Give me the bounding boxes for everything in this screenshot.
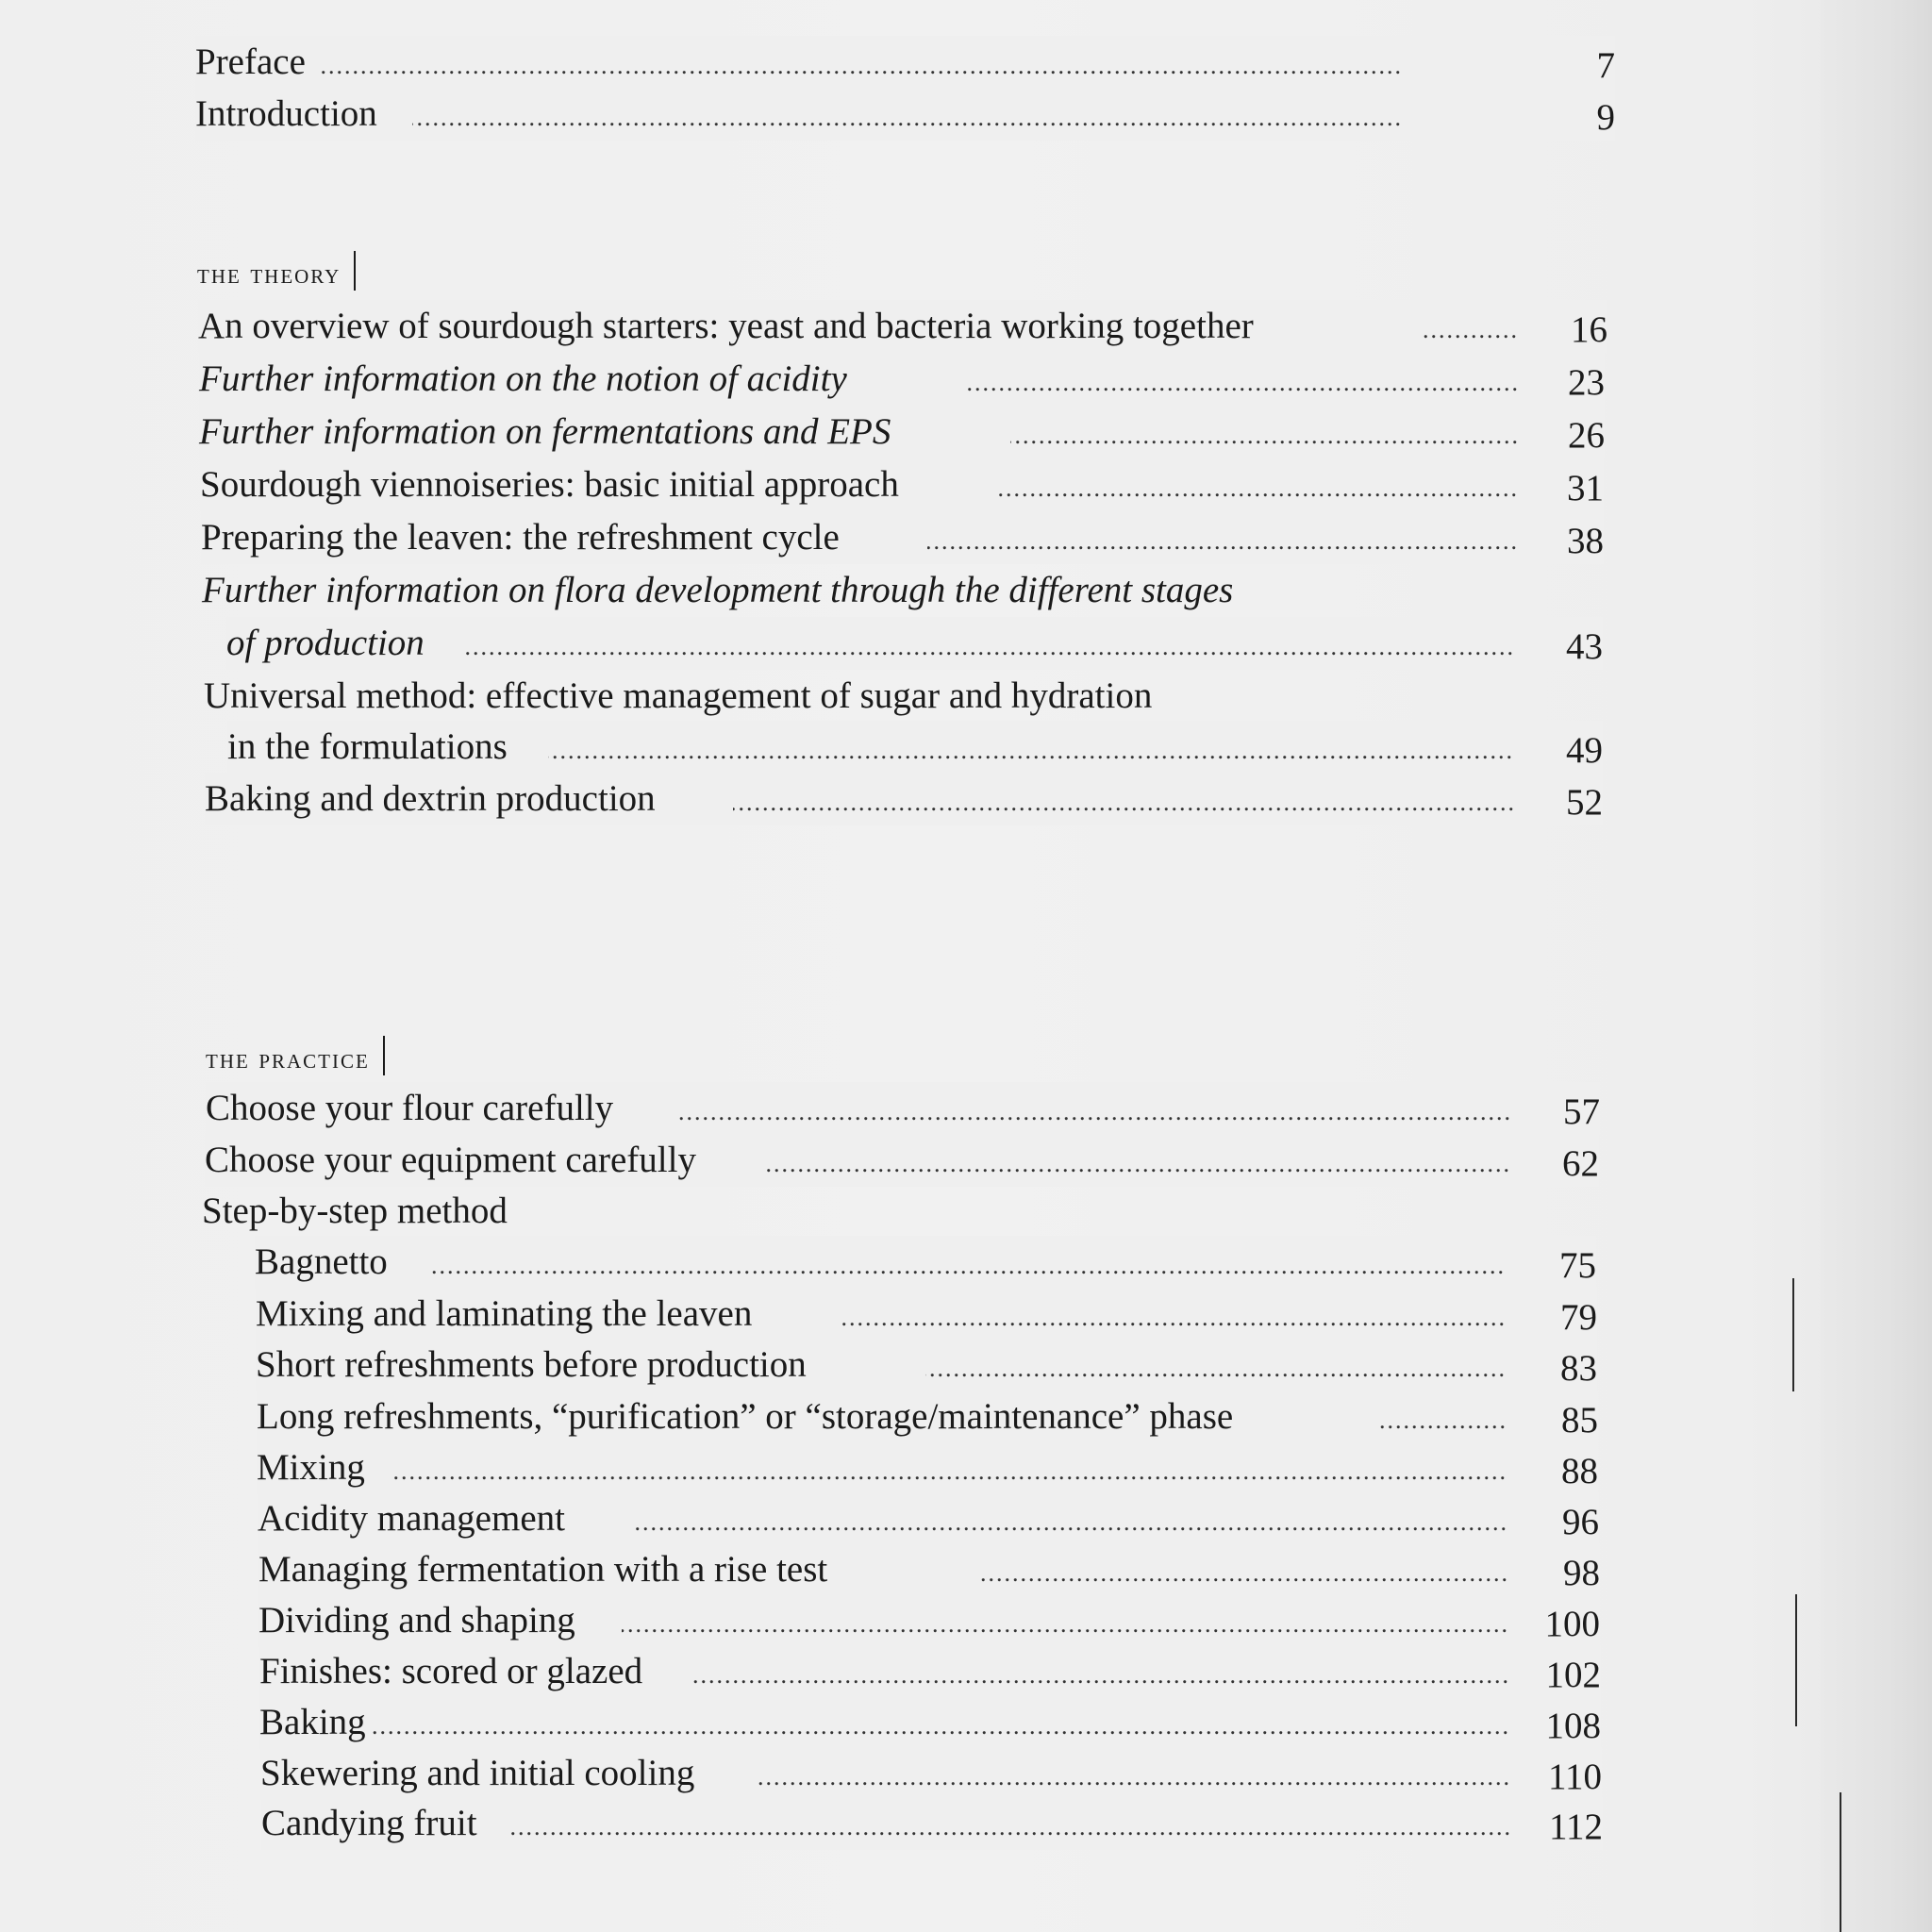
toc-page-number: 26	[1568, 415, 1605, 456]
toc-page-number: 85	[1561, 1400, 1598, 1441]
toc-entry-title: Skewering and initial cooling	[260, 1747, 694, 1800]
toc-subheading: Step-by-step method	[202, 1191, 508, 1231]
toc-entry-title: Candying fruit	[261, 1797, 477, 1850]
toc-entry-title: Acidity management	[258, 1492, 565, 1545]
toc-entry-title: Further information on fermentations and EPS	[199, 406, 891, 458]
toc-entry	[199, 406, 1605, 458]
leader-dots	[318, 36, 1403, 89]
toc-page-number: 88	[1561, 1451, 1598, 1491]
toc-page-number: 98	[1563, 1553, 1600, 1593]
leader-dots	[1420, 300, 1519, 353]
toc-step-entry	[258, 1543, 1600, 1596]
toc-entry	[200, 458, 1604, 511]
section-heading-label: the theory	[197, 258, 341, 290]
toc-page-number: 102	[1545, 1655, 1601, 1695]
leader-dots	[927, 511, 1519, 564]
leader-dots	[693, 1645, 1510, 1698]
toc-page-number: 112	[1548, 1807, 1603, 1847]
toc-step-entry	[255, 1236, 1596, 1289]
toc-page-number: 43	[1566, 626, 1603, 667]
page-edge-line	[1795, 1594, 1797, 1726]
toc-entry-title: Mixing and laminating the leaven	[256, 1288, 752, 1341]
toc-entry-title: Managing fermentation with a rise test	[258, 1543, 827, 1596]
toc-page-number: 16	[1571, 309, 1607, 350]
leader-dots	[1010, 406, 1520, 458]
toc-entry-title: Introduction	[195, 88, 377, 141]
leader-dots	[1379, 1391, 1507, 1443]
toc-entry-title-line1: Further information on flora development through the different stages	[202, 570, 1234, 610]
toc-entry	[227, 721, 1603, 774]
toc-entry-title: Long refreshments, “purification” or “storage/maintenance” phase	[257, 1391, 1233, 1443]
leader-dots	[733, 773, 1516, 825]
toc-step-entry	[257, 1391, 1598, 1443]
leader-dots	[548, 721, 1514, 774]
toc-entry-preface	[195, 36, 1615, 89]
heading-bar	[354, 251, 356, 291]
toc-entry	[205, 1134, 1599, 1187]
toc-page-number: 52	[1566, 782, 1603, 823]
leader-dots	[511, 1797, 1512, 1850]
toc-page-number: 62	[1562, 1143, 1599, 1184]
toc-entry	[205, 773, 1603, 825]
toc-entry-title: Preparing the leaven: the refreshment cycle	[201, 511, 840, 564]
toc-step-entry	[261, 1797, 1603, 1850]
toc-step-entry	[256, 1339, 1597, 1391]
toc-page-number: 96	[1562, 1502, 1599, 1542]
toc-entry-title-line1: Universal method: effective management of sugar and hydration	[204, 675, 1153, 716]
toc-step-entry	[258, 1594, 1600, 1647]
toc-page-number: 79	[1560, 1297, 1597, 1338]
toc-page-number: 38	[1567, 521, 1604, 561]
leader-dots	[766, 1134, 1511, 1187]
toc-entry-title: Mixing	[257, 1441, 365, 1494]
toc-entry-title: Bagnetto	[255, 1236, 388, 1289]
toc-entry-title: Choose your flour carefully	[206, 1082, 613, 1135]
toc-page-number: 108	[1545, 1706, 1601, 1746]
toc-entry	[206, 1082, 1600, 1135]
toc-entry-title: Baking and dextrin production	[205, 773, 656, 825]
leader-dots	[412, 88, 1403, 141]
leader-dots	[462, 617, 1515, 670]
leader-dots	[756, 1747, 1511, 1800]
toc-step-entry	[259, 1645, 1601, 1698]
page-edge-line	[1792, 1278, 1794, 1391]
section-heading-theory	[197, 251, 356, 291]
toc-page-number: 83	[1560, 1348, 1597, 1389]
toc-entry-title: Short refreshments before production	[256, 1339, 807, 1391]
toc-entry-title: Choose your equipment carefully	[205, 1134, 696, 1187]
toc-page-number: 75	[1559, 1245, 1596, 1286]
toc-step-entry	[257, 1441, 1598, 1494]
leader-dots	[677, 1082, 1512, 1135]
leader-dots	[925, 1339, 1507, 1391]
page-edge	[1821, 0, 1932, 1932]
leader-dots	[393, 1441, 1507, 1494]
toc-entry-title: Further information on the notion of acidity	[199, 353, 847, 406]
toc-entry-title: Baking	[259, 1696, 366, 1749]
toc-step-entry	[259, 1696, 1601, 1749]
toc-entry	[199, 353, 1605, 406]
toc-page-number: 9	[1596, 97, 1615, 138]
section-heading-label: the practice	[206, 1043, 370, 1074]
toc-entry-title: Sourdough viennoiseries: basic initial approach	[200, 458, 899, 511]
toc-page-number: 31	[1567, 468, 1604, 508]
toc-step-entry	[258, 1492, 1599, 1545]
leader-dots	[980, 1543, 1509, 1596]
heading-bar	[383, 1036, 385, 1075]
toc-entry-title: An overview of sourdough starters: yeast and bacteria working together	[198, 300, 1254, 353]
toc-entry-title: Dividing and shaping	[258, 1594, 575, 1647]
leader-dots	[997, 458, 1519, 511]
leader-dots	[635, 1492, 1508, 1545]
toc-page-number: 23	[1568, 362, 1605, 403]
toc-entry-title: Finishes: scored or glazed	[259, 1645, 642, 1698]
page-edge-line	[1840, 1792, 1841, 1932]
toc-step-entry	[256, 1288, 1597, 1341]
section-heading-practice	[206, 1036, 385, 1075]
toc-step-entry	[260, 1747, 1602, 1800]
leader-dots	[963, 353, 1520, 406]
toc-entry-title: Preface	[195, 36, 306, 89]
leader-dots	[429, 1236, 1506, 1289]
toc-page-number: 7	[1596, 45, 1615, 86]
leader-dots	[622, 1594, 1509, 1647]
toc-page-number: 49	[1566, 730, 1603, 771]
toc-entry-title: of production	[226, 617, 425, 670]
toc-entry-introduction	[195, 88, 1615, 141]
toc-entry	[198, 300, 1607, 353]
toc-page-number: 57	[1563, 1091, 1600, 1132]
toc-entry	[201, 511, 1604, 564]
toc-page-number: 110	[1547, 1757, 1602, 1797]
toc-page-number: 100	[1544, 1604, 1600, 1644]
leader-dots	[841, 1288, 1507, 1341]
toc-entry-title: in the formulations	[227, 721, 508, 774]
leader-dots	[373, 1696, 1510, 1749]
toc-entry	[226, 617, 1603, 670]
